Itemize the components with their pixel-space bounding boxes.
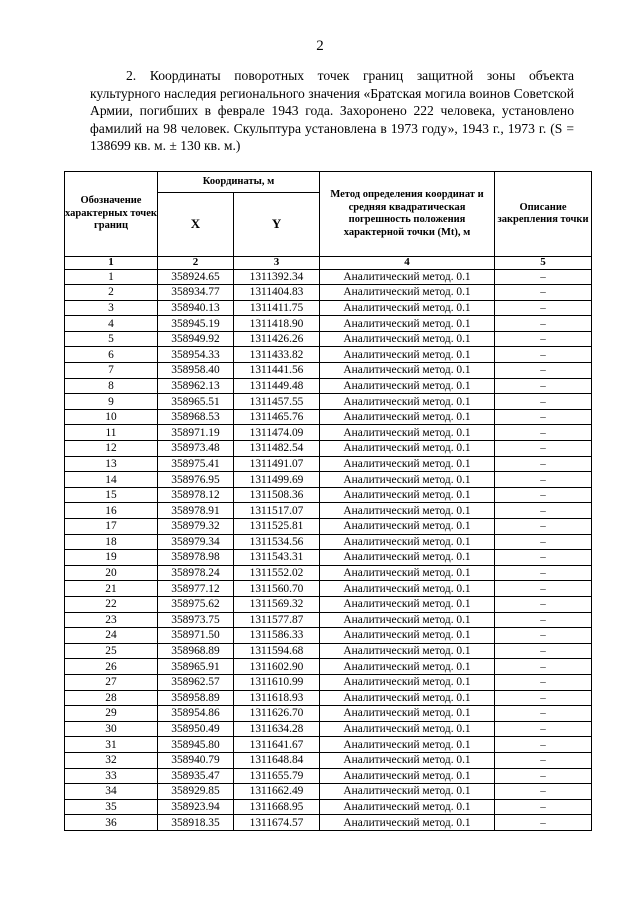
description-cell: – <box>495 581 592 597</box>
point-number-cell: 13 <box>65 456 158 472</box>
point-number-cell: 8 <box>65 378 158 394</box>
header-point: Обозначение характерных точек границ <box>65 172 158 257</box>
table-row <box>65 737 592 753</box>
y-coordinate-cell: 1311543.31 <box>234 550 320 566</box>
x-coordinate-cell: 358973.48 <box>158 441 234 457</box>
x-coordinate-cell: 358971.50 <box>158 628 234 644</box>
table-row <box>65 285 592 301</box>
column-number: 5 <box>495 257 592 270</box>
point-number-cell: 9 <box>65 394 158 410</box>
method-cell: Аналитический метод. 0.1 <box>320 269 495 285</box>
column-number: 1 <box>65 257 158 270</box>
table-row <box>65 768 592 784</box>
x-coordinate-cell: 358962.57 <box>158 674 234 690</box>
y-coordinate-cell: 1311560.70 <box>234 581 320 597</box>
description-cell: – <box>495 347 592 363</box>
method-cell: Аналитический метод. 0.1 <box>320 784 495 800</box>
y-coordinate-cell: 1311569.32 <box>234 596 320 612</box>
table-row <box>65 550 592 566</box>
y-coordinate-cell: 1311594.68 <box>234 643 320 659</box>
method-cell: Аналитический метод. 0.1 <box>320 674 495 690</box>
point-number-cell: 19 <box>65 550 158 566</box>
x-coordinate-cell: 358965.91 <box>158 659 234 675</box>
x-coordinate-cell: 358950.49 <box>158 721 234 737</box>
description-cell: – <box>495 285 592 301</box>
x-coordinate-cell: 358962.13 <box>158 378 234 394</box>
description-cell: – <box>495 363 592 379</box>
point-number-cell: 4 <box>65 316 158 332</box>
table-row <box>65 612 592 628</box>
method-cell: Аналитический метод. 0.1 <box>320 347 495 363</box>
point-number-cell: 27 <box>65 674 158 690</box>
column-number: 2 <box>158 257 234 270</box>
table-row <box>65 643 592 659</box>
point-number-cell: 17 <box>65 519 158 535</box>
table-body <box>65 269 592 830</box>
point-number-cell: 28 <box>65 690 158 706</box>
method-cell: Аналитический метод. 0.1 <box>320 565 495 581</box>
x-coordinate-cell: 358945.80 <box>158 737 234 753</box>
method-cell: Аналитический метод. 0.1 <box>320 285 495 301</box>
description-cell: – <box>495 737 592 753</box>
table-row <box>65 347 592 363</box>
table-row <box>65 363 592 379</box>
method-cell: Аналитический метод. 0.1 <box>320 706 495 722</box>
point-number-cell: 35 <box>65 799 158 815</box>
x-coordinate-cell: 358958.89 <box>158 690 234 706</box>
method-cell: Аналитический метод. 0.1 <box>320 690 495 706</box>
point-number-cell: 18 <box>65 534 158 550</box>
point-number-cell: 30 <box>65 721 158 737</box>
table-row <box>65 659 592 675</box>
description-cell: – <box>495 269 592 285</box>
y-coordinate-cell: 1311499.69 <box>234 472 320 488</box>
point-number-cell: 10 <box>65 409 158 425</box>
x-coordinate-cell: 358978.24 <box>158 565 234 581</box>
method-cell: Аналитический метод. 0.1 <box>320 394 495 410</box>
x-coordinate-cell: 358978.12 <box>158 487 234 503</box>
table-row <box>65 534 592 550</box>
table-row <box>65 690 592 706</box>
method-cell: Аналитический метод. 0.1 <box>320 612 495 628</box>
table-row <box>65 565 592 581</box>
method-cell: Аналитический метод. 0.1 <box>320 441 495 457</box>
x-coordinate-cell: 358923.94 <box>158 799 234 815</box>
column-number: 3 <box>234 257 320 270</box>
table-row <box>65 628 592 644</box>
y-coordinate-cell: 1311404.83 <box>234 285 320 301</box>
description-cell: – <box>495 596 592 612</box>
y-coordinate-cell: 1311392.34 <box>234 269 320 285</box>
y-coordinate-cell: 1311552.02 <box>234 565 320 581</box>
x-coordinate-cell: 358958.40 <box>158 363 234 379</box>
table-row <box>65 378 592 394</box>
x-coordinate-cell: 358949.92 <box>158 331 234 347</box>
method-cell: Аналитический метод. 0.1 <box>320 628 495 644</box>
y-coordinate-cell: 1311626.70 <box>234 706 320 722</box>
y-coordinate-cell: 1311441.56 <box>234 363 320 379</box>
method-cell: Аналитический метод. 0.1 <box>320 425 495 441</box>
method-cell: Аналитический метод. 0.1 <box>320 737 495 753</box>
table-row <box>65 581 592 597</box>
method-cell: Аналитический метод. 0.1 <box>320 472 495 488</box>
table-row <box>65 300 592 316</box>
x-coordinate-cell: 358978.98 <box>158 550 234 566</box>
point-number-cell: 11 <box>65 425 158 441</box>
x-coordinate-cell: 358929.85 <box>158 784 234 800</box>
header-description: Описание закрепления точки <box>495 172 592 257</box>
table-row <box>65 596 592 612</box>
table-row <box>65 425 592 441</box>
header-x: X <box>158 193 234 257</box>
description-cell: – <box>495 378 592 394</box>
description-cell: – <box>495 784 592 800</box>
point-number-cell: 2 <box>65 285 158 301</box>
method-cell: Аналитический метод. 0.1 <box>320 503 495 519</box>
description-cell: – <box>495 612 592 628</box>
point-number-cell: 20 <box>65 565 158 581</box>
y-coordinate-cell: 1311534.56 <box>234 534 320 550</box>
point-number-cell: 12 <box>65 441 158 457</box>
point-number-cell: 36 <box>65 815 158 831</box>
method-cell: Аналитический метод. 0.1 <box>320 721 495 737</box>
x-coordinate-cell: 358975.62 <box>158 596 234 612</box>
x-coordinate-cell: 358971.19 <box>158 425 234 441</box>
description-cell: – <box>495 394 592 410</box>
method-cell: Аналитический метод. 0.1 <box>320 581 495 597</box>
description-cell: – <box>495 456 592 472</box>
y-coordinate-cell: 1311577.87 <box>234 612 320 628</box>
table-row <box>65 441 592 457</box>
description-cell: – <box>495 519 592 535</box>
description-cell: – <box>495 721 592 737</box>
point-number-cell: 5 <box>65 331 158 347</box>
description-cell: – <box>495 768 592 784</box>
x-coordinate-cell: 358954.33 <box>158 347 234 363</box>
column-number: 4 <box>320 257 495 270</box>
description-cell: – <box>495 316 592 332</box>
description-cell: – <box>495 425 592 441</box>
table-row <box>65 331 592 347</box>
y-coordinate-cell: 1311482.54 <box>234 441 320 457</box>
x-coordinate-cell: 358945.19 <box>158 316 234 332</box>
x-coordinate-cell: 358979.32 <box>158 519 234 535</box>
method-cell: Аналитический метод. 0.1 <box>320 409 495 425</box>
point-number-cell: 3 <box>65 300 158 316</box>
x-coordinate-cell: 358934.77 <box>158 285 234 301</box>
point-number-cell: 29 <box>65 706 158 722</box>
x-coordinate-cell: 358935.47 <box>158 768 234 784</box>
description-cell: – <box>495 331 592 347</box>
y-coordinate-cell: 1311433.82 <box>234 347 320 363</box>
x-coordinate-cell: 358965.51 <box>158 394 234 410</box>
description-cell: – <box>495 659 592 675</box>
x-coordinate-cell: 358968.53 <box>158 409 234 425</box>
point-number-cell: 6 <box>65 347 158 363</box>
point-number-cell: 24 <box>65 628 158 644</box>
y-coordinate-cell: 1311586.33 <box>234 628 320 644</box>
x-coordinate-cell: 358977.12 <box>158 581 234 597</box>
x-coordinate-cell: 358924.65 <box>158 269 234 285</box>
point-number-cell: 15 <box>65 487 158 503</box>
table-row <box>65 815 592 831</box>
table-row <box>65 674 592 690</box>
method-cell: Аналитический метод. 0.1 <box>320 363 495 379</box>
table-row <box>65 487 592 503</box>
x-coordinate-cell: 358978.91 <box>158 503 234 519</box>
description-cell: – <box>495 503 592 519</box>
description-cell: – <box>495 752 592 768</box>
method-cell: Аналитический метод. 0.1 <box>320 815 495 831</box>
description-cell: – <box>495 550 592 566</box>
description-cell: – <box>495 815 592 831</box>
y-coordinate-cell: 1311525.81 <box>234 519 320 535</box>
y-coordinate-cell: 1311655.79 <box>234 768 320 784</box>
y-coordinate-cell: 1311648.84 <box>234 752 320 768</box>
description-cell: – <box>495 409 592 425</box>
method-cell: Аналитический метод. 0.1 <box>320 331 495 347</box>
x-coordinate-cell: 358979.34 <box>158 534 234 550</box>
table-row <box>65 316 592 332</box>
y-coordinate-cell: 1311474.09 <box>234 425 320 441</box>
page-number: 2 <box>316 38 324 54</box>
method-cell: Аналитический метод. 0.1 <box>320 456 495 472</box>
y-coordinate-cell: 1311457.55 <box>234 394 320 410</box>
method-cell: Аналитический метод. 0.1 <box>320 643 495 659</box>
description-cell: – <box>495 441 592 457</box>
table-row <box>65 409 592 425</box>
method-cell: Аналитический метод. 0.1 <box>320 768 495 784</box>
description-cell: – <box>495 565 592 581</box>
description-cell: – <box>495 690 592 706</box>
description-cell: – <box>495 628 592 644</box>
header-method: Метод определения координат и средняя квадратическая погрешность положения характерной точки (Mt), м <box>320 172 495 257</box>
table-row <box>65 799 592 815</box>
point-number-cell: 16 <box>65 503 158 519</box>
description-cell: – <box>495 487 592 503</box>
table-row <box>65 269 592 285</box>
y-coordinate-cell: 1311426.26 <box>234 331 320 347</box>
method-cell: Аналитический метод. 0.1 <box>320 534 495 550</box>
point-number-cell: 14 <box>65 472 158 488</box>
description-cell: – <box>495 674 592 690</box>
y-coordinate-cell: 1311668.95 <box>234 799 320 815</box>
y-coordinate-cell: 1311674.57 <box>234 815 320 831</box>
table-row <box>65 752 592 768</box>
method-cell: Аналитический метод. 0.1 <box>320 519 495 535</box>
x-coordinate-cell: 358968.89 <box>158 643 234 659</box>
point-number-cell: 21 <box>65 581 158 597</box>
y-coordinate-cell: 1311465.76 <box>234 409 320 425</box>
y-coordinate-cell: 1311641.67 <box>234 737 320 753</box>
y-coordinate-cell: 1311610.99 <box>234 674 320 690</box>
method-cell: Аналитический метод. 0.1 <box>320 550 495 566</box>
x-coordinate-cell: 358918.35 <box>158 815 234 831</box>
description-cell: – <box>495 300 592 316</box>
y-coordinate-cell: 1311517.07 <box>234 503 320 519</box>
table-row <box>65 394 592 410</box>
point-number-cell: 26 <box>65 659 158 675</box>
method-cell: Аналитический метод. 0.1 <box>320 799 495 815</box>
method-cell: Аналитический метод. 0.1 <box>320 300 495 316</box>
x-coordinate-cell: 358976.95 <box>158 472 234 488</box>
header-y: Y <box>234 193 320 257</box>
y-coordinate-cell: 1311411.75 <box>234 300 320 316</box>
description-cell: – <box>495 643 592 659</box>
point-number-cell: 31 <box>65 737 158 753</box>
x-coordinate-cell: 358940.79 <box>158 752 234 768</box>
x-coordinate-cell: 358973.75 <box>158 612 234 628</box>
description-cell: – <box>495 472 592 488</box>
y-coordinate-cell: 1311634.28 <box>234 721 320 737</box>
coordinates-table <box>64 171 592 831</box>
method-cell: Аналитический метод. 0.1 <box>320 378 495 394</box>
y-coordinate-cell: 1311491.07 <box>234 456 320 472</box>
table-row <box>65 456 592 472</box>
y-coordinate-cell: 1311602.90 <box>234 659 320 675</box>
point-number-cell: 7 <box>65 363 158 379</box>
method-cell: Аналитический метод. 0.1 <box>320 659 495 675</box>
y-coordinate-cell: 1311618.93 <box>234 690 320 706</box>
point-number-cell: 34 <box>65 784 158 800</box>
point-number-cell: 32 <box>65 752 158 768</box>
description-cell: – <box>495 799 592 815</box>
y-coordinate-cell: 1311418.90 <box>234 316 320 332</box>
description-cell: – <box>495 706 592 722</box>
method-cell: Аналитический метод. 0.1 <box>320 316 495 332</box>
y-coordinate-cell: 1311508.36 <box>234 487 320 503</box>
y-coordinate-cell: 1311662.49 <box>234 784 320 800</box>
table-row <box>65 472 592 488</box>
table-row <box>65 784 592 800</box>
table-row <box>65 503 592 519</box>
point-number-cell: 25 <box>65 643 158 659</box>
method-cell: Аналитический метод. 0.1 <box>320 752 495 768</box>
point-number-cell: 1 <box>65 269 158 285</box>
method-cell: Аналитический метод. 0.1 <box>320 487 495 503</box>
x-coordinate-cell: 358954.86 <box>158 706 234 722</box>
table-row <box>65 706 592 722</box>
method-cell: Аналитический метод. 0.1 <box>320 596 495 612</box>
table-row <box>65 721 592 737</box>
header-coordinates: Координаты, м <box>158 172 320 193</box>
description-cell: – <box>495 534 592 550</box>
x-coordinate-cell: 358975.41 <box>158 456 234 472</box>
table-row <box>65 519 592 535</box>
x-coordinate-cell: 358940.13 <box>158 300 234 316</box>
point-number-cell: 22 <box>65 596 158 612</box>
point-number-cell: 23 <box>65 612 158 628</box>
point-number-cell: 33 <box>65 768 158 784</box>
intro-paragraph: 2. Координаты поворотных точек границ защитной зоны объекта культурного наследия регионального значения «Братская могила воинов Советской Армии, погибших в феврале 1943 года. Захоронено 222 человека, установлено фамилий на 98 человек. Скульптура установлена в 1973 году», 1943 г., 1973 г. (S = 138699 кв. м. ± 130 кв. м.) <box>90 68 574 153</box>
y-coordinate-cell: 1311449.48 <box>234 378 320 394</box>
